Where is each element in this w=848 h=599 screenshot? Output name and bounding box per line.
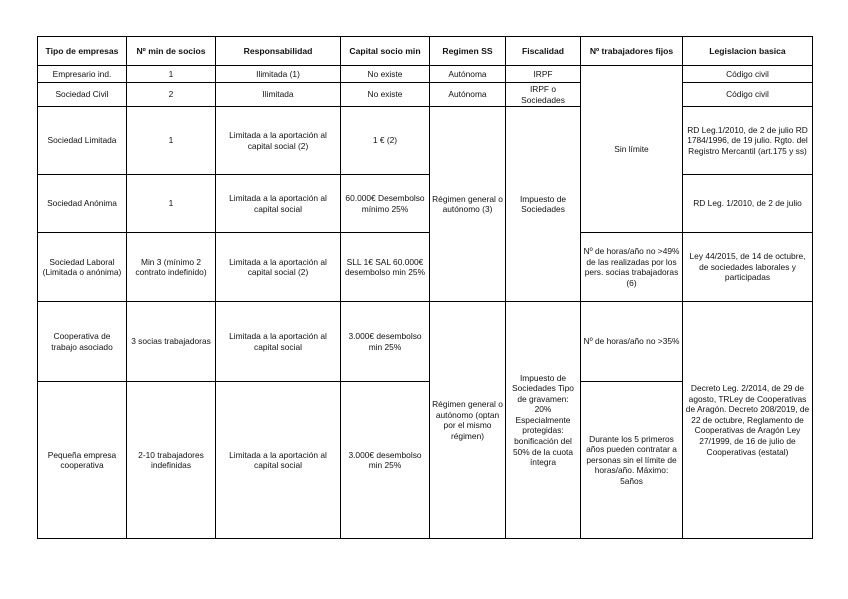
- cell-socios: 3 socias trabajadoras: [127, 302, 216, 382]
- cell-regimen: Autónoma: [430, 83, 506, 107]
- cell-tipo: Sociedad Laboral (Limitada o anónima): [38, 233, 127, 302]
- header-socios: Nº min de socios: [127, 37, 216, 66]
- cell-responsabilidad: Limitada a la aportación al capital social (2): [216, 233, 341, 302]
- cell-regimen: Autónoma: [430, 66, 506, 83]
- cell-fiscalidad-coop: Impuesto de Sociedades Tipo de gravamen: 20% Especialmente protegidas: bonificación del 50% de la cuota íntegra: [506, 302, 581, 539]
- cell-capital: 60.000€ Desembolso mínimo 25%: [341, 175, 430, 233]
- cell-socios: 1: [127, 175, 216, 233]
- table-row-laboral: [38, 233, 813, 302]
- cell-socios: 2-10 trabajadores indefinidas: [127, 382, 216, 539]
- header-tipo: Tipo de empresas: [38, 37, 127, 66]
- cell-trabajadores: Durante los 5 primeros años pueden contratar a personas sin el límite de horas/año. Máximo: 5años: [581, 382, 683, 539]
- cell-fiscalidad: IRPF: [506, 66, 581, 83]
- cell-capital: SLL 1€ SAL 60.000€ desembolso min 25%: [341, 233, 430, 302]
- cell-legislacion: RD Leg.1/2010, de 2 de julio RD 1784/1996, de 19 julio. Rgto. del Registro Mercantil (art.175 y ss): [683, 107, 813, 175]
- cell-regimen-general: Régimen general o autónomo (3): [430, 107, 506, 302]
- cell-capital: 3.000€ desembolso min 25%: [341, 382, 430, 539]
- cell-capital: 1 € (2): [341, 107, 430, 175]
- header-trabajadores: Nº trabajadores fijos: [581, 37, 683, 66]
- table-row-cooperativa: [38, 302, 813, 382]
- business-types-table: [37, 36, 813, 539]
- table-row-limitada: [38, 107, 813, 175]
- cell-responsabilidad: Limitada a la aportación al capital social: [216, 175, 341, 233]
- cell-capital: No existe: [341, 83, 430, 107]
- cell-capital: No existe: [341, 66, 430, 83]
- cell-fiscalidad: IRPF o Sociedades: [506, 83, 581, 107]
- header-responsabilidad: Responsabilidad: [216, 37, 341, 66]
- cell-capital: 3.000€ desembolso min 25%: [341, 302, 430, 382]
- table-row-empresario: [38, 66, 813, 83]
- header-capital: Capital socio min: [341, 37, 430, 66]
- cell-responsabilidad: Limitada a la aportación al capital social (2): [216, 107, 341, 175]
- cell-responsabilidad: Ilimitada (1): [216, 66, 341, 83]
- cell-legislacion: RD Leg. 1/2010, de 2 de julio: [683, 175, 813, 233]
- cell-responsabilidad: Limitada a la aportación al capital social: [216, 302, 341, 382]
- cell-socios: 2: [127, 83, 216, 107]
- cell-trabajadores: Nº de horas/año no >49% de las realizadas por los pers. socias trabajadoras (6): [581, 233, 683, 302]
- cell-responsabilidad: Limitada a la aportación al capital social: [216, 382, 341, 539]
- cell-socios: 1: [127, 107, 216, 175]
- cell-tipo: Cooperativa de trabajo asociado: [38, 302, 127, 382]
- cell-tipo: Sociedad Anónima: [38, 175, 127, 233]
- cell-tipo: Sociedad Civil: [38, 83, 127, 107]
- table-row-civil: [38, 83, 813, 107]
- header-legislacion: Legislacion basica: [683, 37, 813, 66]
- cell-socios: Min 3 (mínimo 2 contrato indefinido): [127, 233, 216, 302]
- header-regimen: Regimen SS: [430, 37, 506, 66]
- cell-impuesto-sociedades: Impuesto de Sociedades: [506, 107, 581, 302]
- cell-legislacion: Código civil: [683, 83, 813, 107]
- cell-tipo: Pequeña empresa cooperativa: [38, 382, 127, 539]
- cell-legislacion: Código civil: [683, 66, 813, 83]
- cell-socios: 1: [127, 66, 216, 83]
- cell-tipo: Sociedad Limitada: [38, 107, 127, 175]
- cell-legislacion-coop: Decreto Leg. 2/2014, de 29 de agosto, TRLey de Cooperativas de Aragón. Decreto 208/2019, de 22 de octubre, Reglamento de Cooperativas de Aragón Ley 27/1999, de 16 de julio de Cooperativas (estatal): [683, 302, 813, 539]
- header-row: [38, 37, 813, 66]
- cell-regimen-coop: Régimen general o autónomo (optan por el mismo régimen): [430, 302, 506, 539]
- cell-responsabilidad: Ilimitada: [216, 83, 341, 107]
- header-fiscalidad: Fiscalidad: [506, 37, 581, 66]
- cell-legislacion: Ley 44/2015, de 14 de octubre, de sociedades laborales y participadas: [683, 233, 813, 302]
- table-row-anonima: [38, 175, 813, 233]
- cell-trabajadores-sin-limite: Sin límite: [581, 66, 683, 233]
- cell-tipo: Empresario ind.: [38, 66, 127, 83]
- cell-trabajadores: Nº de horas/año no >35%: [581, 302, 683, 382]
